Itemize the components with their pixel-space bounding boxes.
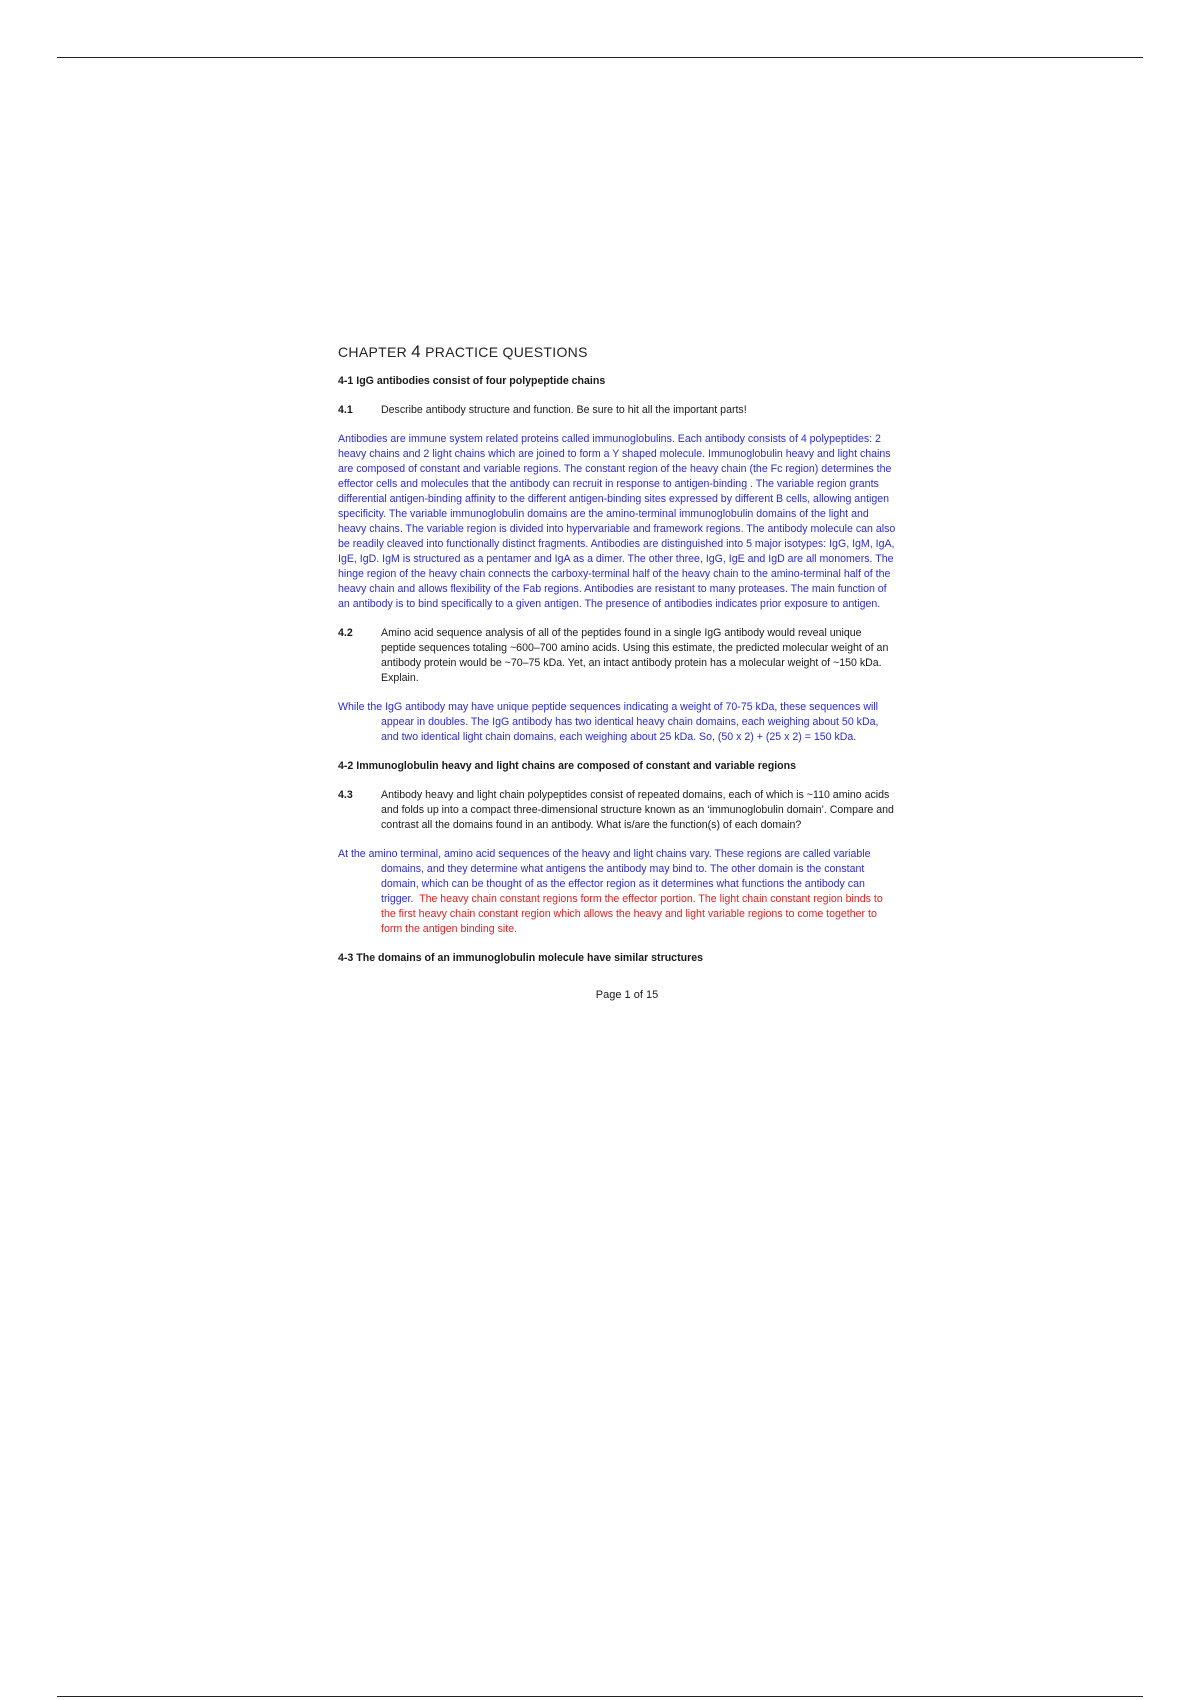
question-number: 4.3: [338, 789, 353, 801]
chapter-suffix: PRACTICE QUESTIONS: [425, 344, 588, 360]
section-heading-4-2: 4-2 Immunoglobulin heavy and light chains are composed of constant and variable regions: [338, 760, 796, 772]
question-number: 4.2: [338, 627, 353, 639]
chapter-title: [338, 344, 898, 360]
top-rule: [57, 57, 1143, 58]
answer-red-text: The heavy chain constant regions form the effector portion. The light chain constant region binds to the first heavy chain constant region which allows the heavy and light variable regions to come together to form the antigen binding site.: [381, 893, 883, 935]
answer-4-1: Antibodies are immune system related proteins called immunoglobulins. Each antibody consists of 4 polypeptides: 2 heavy chains and 2 light chains which are joined to form a Y shaped molecule. Immunoglobulin heavy and light chains are composed of constant and variable regions. The constant region of the heavy chain (the Fc region) determines the effector cells and molecules that the antibody can recruit in response to antigen-binding . The variable region grants differential antigen-binding affinity to the different antigen-binding sites expressed by different B cells, allowing antigen specificity. The variable immunoglobulin domains are the amino-terminal immunoglobulin domains of the light and heavy chains. The variable region is divided into hypervariable and framework regions. The antibody molecule can also be readily cleaved into functionally distinct fragments. Antibodies are distinguished into 5 major isotypes: IgG, IgM, IgA, IgE, IgD. IgM is structured as a pentamer and IgA as a dimer. The other three, IgG, IgE and IgD are all monomers. The hinge region of the heavy chain connects the carboxy-terminal half of the heavy chain to the amino-terminal half of the heavy chain and allows flexibility of the Fab regions. Antibodies are resistant to many proteases. The main function of an antibody is to bind specifically to a given antigen. The presence of antibodies indicates prior exposure to antigen.: [338, 433, 896, 610]
section-heading-4-3: 4-3 The domains of an immunoglobulin molecule have similar structures: [338, 952, 703, 964]
question-4-3: [338, 788, 898, 833]
document-page: [338, 344, 898, 1003]
page-footer: Page 1 of 15: [595, 989, 659, 1001]
answer-blue-text: At the amino terminal, amino acid sequences of the heavy and light chains vary. These regions are called variable domains, and they determine what antigens the antibody may bind to. The other domain is the constant domain, which can be thought of as the effector region as it determines what functions the antibody can trigger.: [338, 848, 871, 905]
section-heading-4-1: 4-1 IgG antibodies consist of four polypeptide chains: [338, 375, 606, 387]
question-4-2: [338, 626, 898, 686]
question-text: Describe antibody structure and function. Be sure to hit all the important parts!: [381, 404, 747, 416]
question-number: 4.1: [338, 404, 353, 416]
answer-4-2: While the IgG antibody may have unique peptide sequences indicating a weight of 70-75 kDa, these sequences will appear in doubles. The IgG antibody has two identical heavy chain domains, each weighing about 50 kDa, and two identical light chain domains, each weighing about 25 kDa. So, (50 x 2) + (25 x 2) = 150 kDa.: [338, 701, 879, 743]
question-4-1: [338, 403, 898, 418]
answer-4-3: [338, 847, 898, 937]
chapter-number: 4: [411, 342, 421, 361]
question-text: Antibody heavy and light chain polypeptides consist of repeated domains, each of which is ~110 amino acids and folds up into a compact three-dimensional structure known as an ‘immunoglobulin domain’. Compare and contrast all the domains found in an antibody. What is/are the function(s) of each domain?: [381, 789, 894, 831]
chapter-prefix: CHAPTER: [338, 344, 407, 360]
question-text: Amino acid sequence analysis of all of the peptides found in a single IgG antibody would reveal unique peptide sequences totaling ~600–700 amino acids. Using this estimate, the predicted molecular weight of an antibody protein would be ~70–75 kDa. Yet, an intact antibody protein has a molecular weight of ~150 kDa. Explain.: [381, 627, 889, 684]
bottom-rule: [57, 1696, 1143, 1697]
